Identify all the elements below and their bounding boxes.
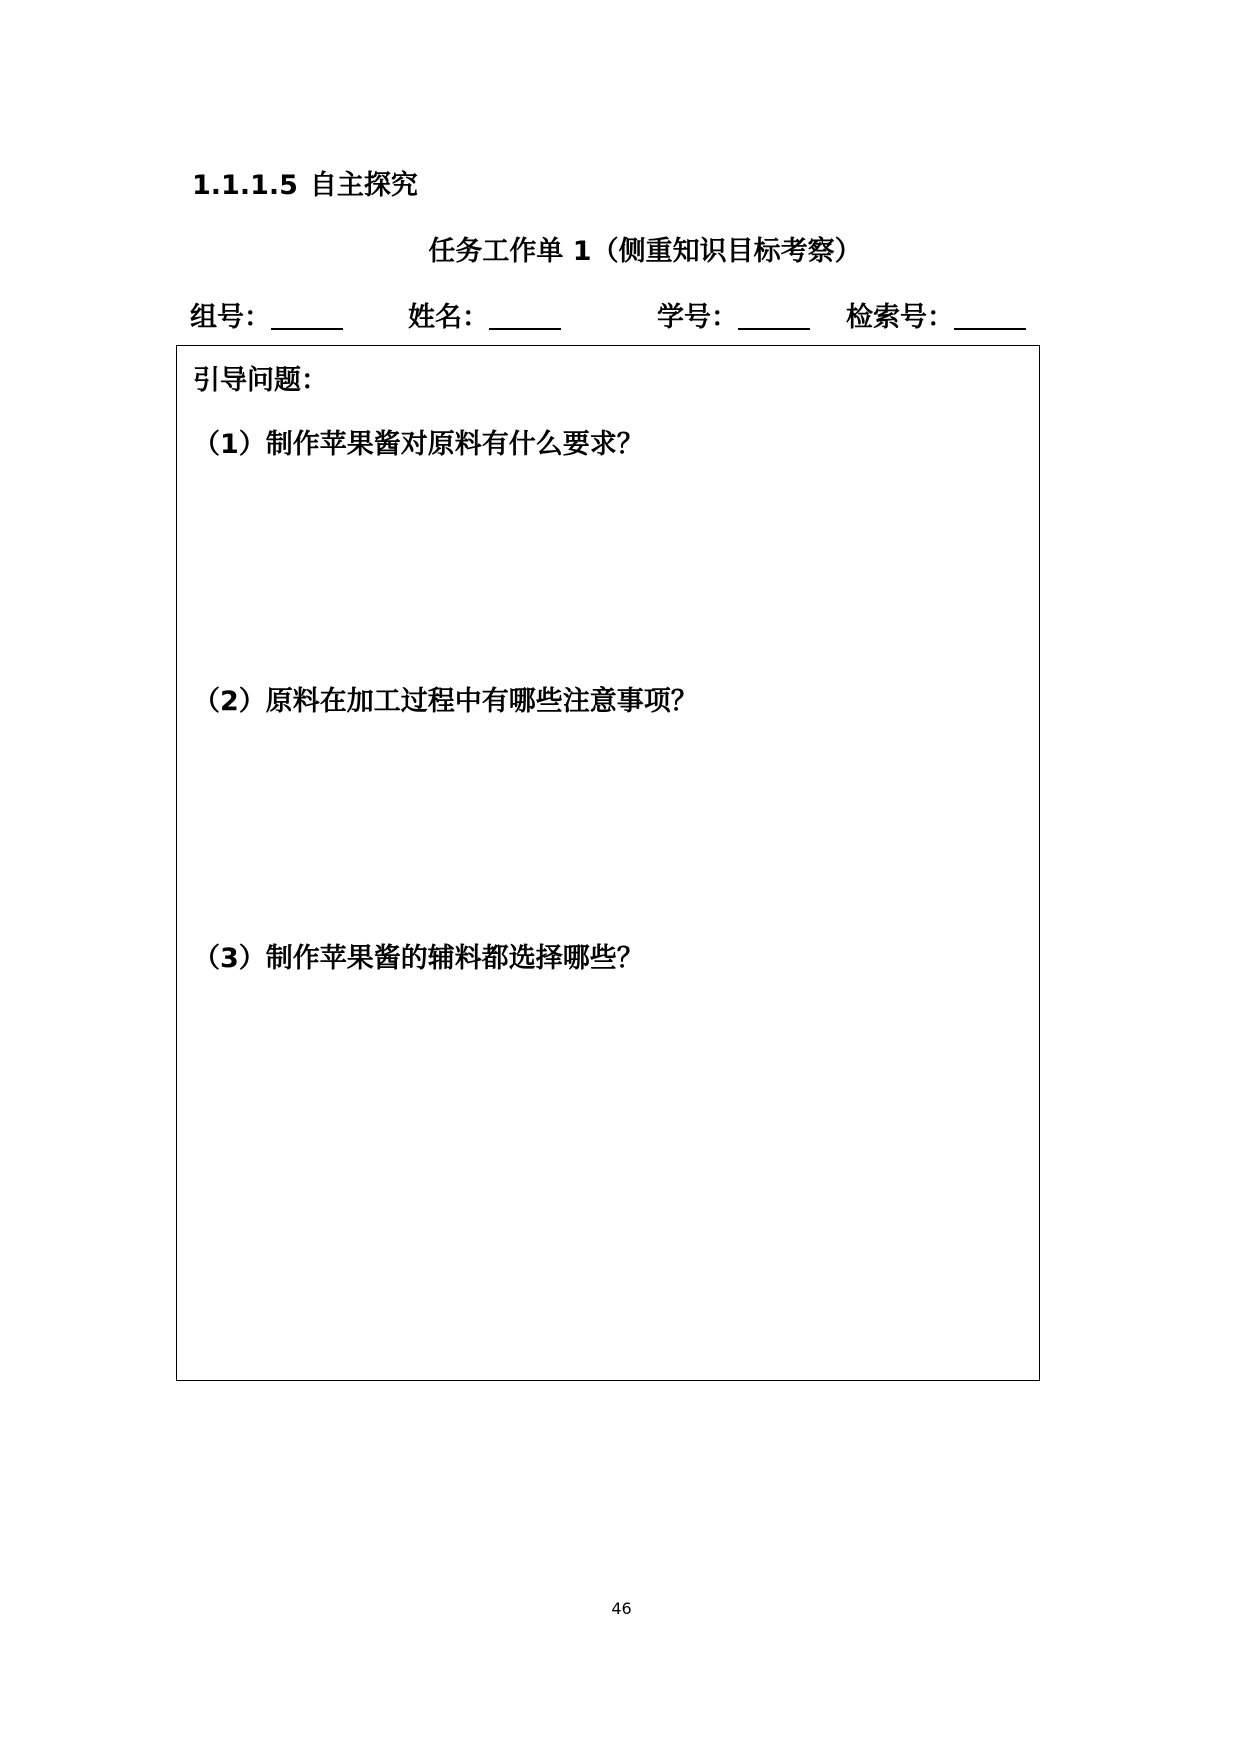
name-field <box>408 298 561 338</box>
student-id-blank[interactable] <box>738 298 810 330</box>
index-number-field <box>846 298 1026 338</box>
student-info-row <box>0 298 1240 338</box>
student-id-field <box>657 298 810 338</box>
section-heading <box>192 166 418 206</box>
group-number-blank[interactable] <box>271 298 343 330</box>
section-title: 自主探究 <box>309 170 418 201</box>
page-number: 46 <box>611 1599 632 1618</box>
group-number-label: 组号： <box>190 302 271 333</box>
index-number-blank[interactable] <box>954 298 1026 330</box>
student-id-label: 学号： <box>657 302 738 333</box>
section-number: 1.1.1.5 <box>192 170 298 201</box>
answer-space-2[interactable] <box>193 728 1023 938</box>
guide-questions-label: 引导问题： <box>193 365 328 396</box>
question-1: （1）制作苹果酱对原料有什么要求？ <box>193 429 644 460</box>
question-2: （2）原料在加工过程中有哪些注意事项？ <box>193 686 698 717</box>
index-number-label: 检索号： <box>846 302 954 333</box>
guide-questions-box <box>176 345 1040 1381</box>
question-3: （3）制作苹果酱的辅料都选择哪些？ <box>193 943 644 974</box>
name-label: 姓名： <box>408 302 489 333</box>
worksheet-title: 任务工作单 1（侧重知识目标考察） <box>428 236 862 267</box>
answer-space-3[interactable] <box>193 985 1023 1365</box>
answer-space-1[interactable] <box>193 471 1023 681</box>
group-number-field <box>190 298 343 338</box>
name-blank[interactable] <box>489 298 561 330</box>
